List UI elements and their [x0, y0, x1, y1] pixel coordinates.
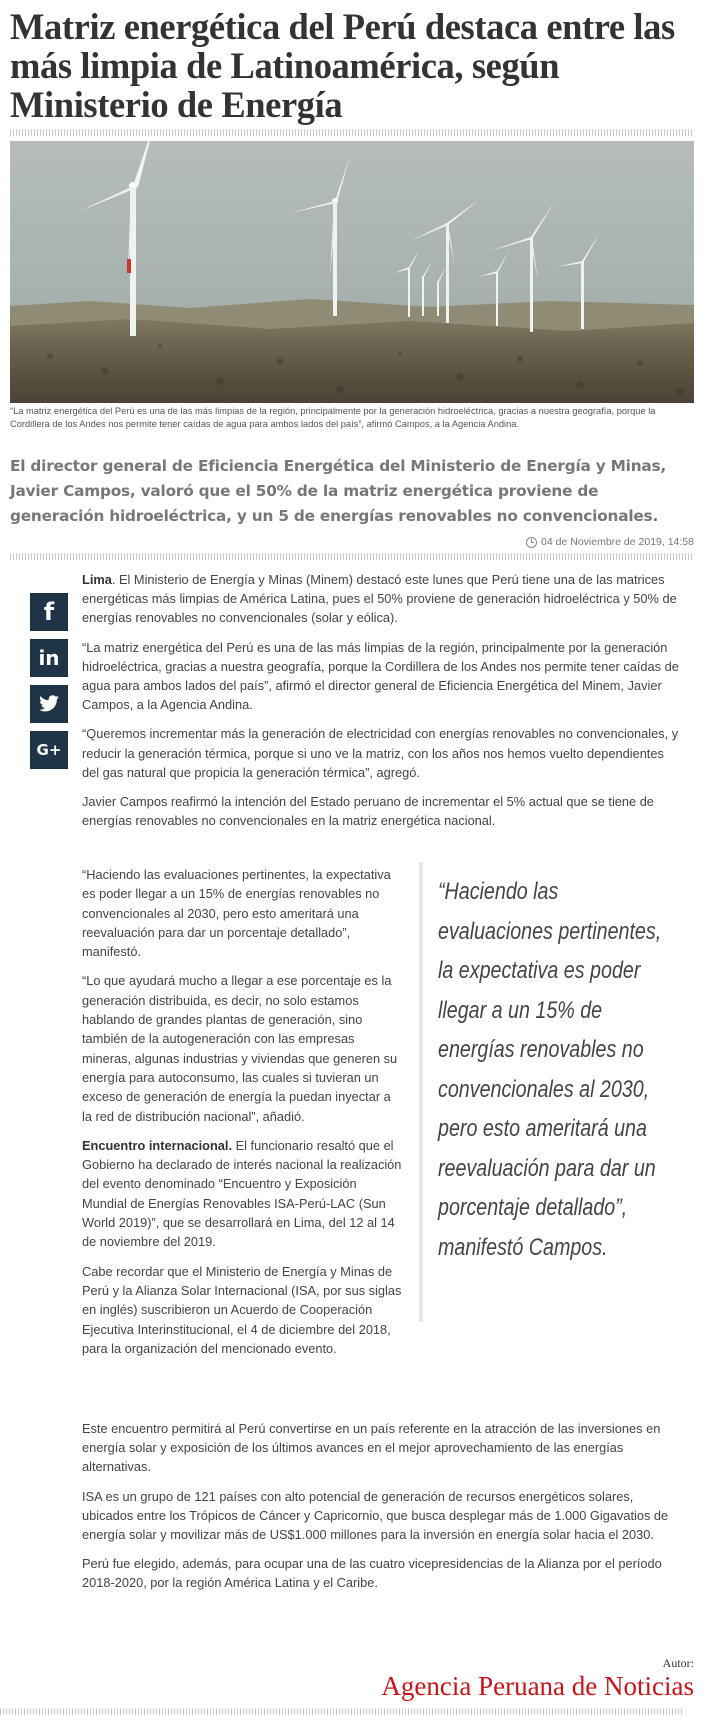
paragraph: Encuentro internacional. El funcionario resaltó que el Gobierno ha declarado de interés nacional la realización del evento denominado “Encuentro y Exposición Mundial de Energías Renovables ISA-Perú-LAC (Sun World 2019)”, que se desarrollará en Lima, del 12 al 14 de noviembre del 2019.: [82, 1137, 402, 1250]
share-bar: [30, 593, 68, 777]
linkedin-icon: in: [38, 646, 60, 670]
article-body: [82, 570, 684, 840]
paragraph: Lima. El Ministerio de Energía y Minas (Minem) destacó este lunes que Perú tiene una de las matrices energéticas más limpias de América Latina, pues el 50% proviene de generación hidroeléctrica y 50% de energías renovables no convencionales (solar y eólica).: [82, 572, 677, 626]
pull-quote: [419, 862, 685, 1322]
facebook-share-button[interactable]: [30, 593, 68, 631]
article-lead: El director general de Eficiencia Energética del Ministerio de Energía y Minas, Javier Campos, valoró que el 50% de la matriz energética proviene de generación hidroeléctrica, y un 5 de energías renovables no convencionales.: [10, 457, 667, 525]
paragraph: ISA es un grupo de 121 países con alto potencial de generación de recursos energéticos solares, ubicados entre los Trópicos de Cáncer y Capricornio, que busca desplegar más de 1.000 Gigavatios de energía solar y movilizar más de US$1.000 millones para la inversión en energía solar hacia el 2030.: [82, 1488, 669, 1543]
lead-divider: [10, 553, 694, 560]
twitter-share-button[interactable]: [30, 685, 68, 723]
paragraph: Este encuentro permitirá al Perú convertirse en un país referente en la atracción de las inversiones en energía solar y exposición de los últimos avances en el mejor aprovechamiento de las energías alternativas.: [82, 1421, 661, 1475]
dateline: Lima: [82, 572, 112, 587]
clock-icon: [526, 537, 537, 548]
subheading: Encuentro internacional.: [82, 1137, 233, 1153]
article-title: Matriz energética del Perú destaca entre las más limpia de Latinoamérica, según Ministerio de Energía: [10, 6, 675, 125]
paragraph: Perú fue elegido, además, para ocupar una de las cuatro vicepresidencias de la Alianza por el período 2018-2020, por la región América Latina y el Caribe.: [82, 1556, 662, 1591]
hero-image: [10, 141, 694, 403]
image-caption: “La matriz energética del Perú es una de las más limpias de la región, principalmente por la generación hidroeléctrica, gracias a nuestra geografía, porque la Cordillera de los Andes nos permite tener caídas de agua para ambos lados del país”, afirmó Campos, a la Agencia Andina.: [10, 406, 656, 429]
googleplus-icon: G+: [36, 741, 62, 759]
author-name[interactable]: Agencia Peruana de Noticias: [381, 1671, 694, 1701]
twitter-icon: [38, 695, 60, 713]
paragraph: “Queremos incrementar más la generación de electricidad con energías renovables no convencionales, y reducir la generación térmica, porque si uno ve la matriz, con los años nos hemos vuelto dependientes del gas natural que propicia la generación térmica”, agregó.: [82, 726, 679, 780]
article-body-end: [82, 1419, 684, 1603]
article-body-column: [82, 865, 404, 1368]
paragraph: “La matriz energética del Perú es una de las más limpias de la región, principalmente por la generación hidroeléctrica, gracias a nuestra geografía, porque la Cordillera de los Andes nos permite tener caídas de agua para ambos lados del país”, afirmó el director general de Eficiencia Energética del Minem, Javier Campos, a la Agencia Andina.: [82, 639, 679, 713]
linkedin-share-button[interactable]: [30, 639, 68, 677]
googleplus-share-button[interactable]: [30, 731, 68, 769]
paragraph: “Haciendo las evaluaciones pertinentes, la expectativa es poder llegar a un 15% de energías renovables no convencionales al 2030, pero esto ameritará una reevaluación para dar un porcentaje detallado”, manifestó.: [82, 867, 391, 960]
paragraph: Javier Campos reafirmó la intención del Estado peruano de incrementar el 5% actual que se tiene de energías renovables no convencionales en la matriz energética nacional.: [82, 794, 654, 829]
facebook-icon: f: [43, 598, 55, 626]
author-label: Autor:: [662, 1656, 694, 1670]
paragraph: “Lo que ayudará mucho a llegar a ese porcentaje es la generación distribuida, es decir, no solo estamos hablando de grandes plantas de generación, sino también de la autogeneración con las empresas mineras, algunas industrias y viviendas que generen su energía para autoconsumo, las cuales si tuvieran un exceso de generación de energía la puedan inyectar a la red de distribución nacional”, añadió.: [82, 973, 398, 1124]
publish-date-text: 04 de Noviembre de 2019, 14:58: [541, 536, 694, 548]
paragraph: Cabe recordar que el Ministerio de Energía y Minas de Perú y la Alianza Solar Internacional (ISA, por sus siglas en inglés) suscribieron un Acuerdo de Cooperación Ejecutiva Interinstitucional, el 4 de diciembre del 2018, para la organización del mencionado evento.: [82, 1263, 402, 1356]
footer-divider: [0, 1708, 684, 1715]
publish-date: [526, 536, 694, 548]
pull-quote-text: “Haciendo las evaluaciones pertinentes, la expectativa es poder llegar a un 15% de energías renovables no convencionales al 2030, pero esto ameritará una reevaluación para dar un porcentaje detallado”, manifestó Campos.: [438, 878, 662, 1261]
title-divider: [10, 129, 694, 136]
